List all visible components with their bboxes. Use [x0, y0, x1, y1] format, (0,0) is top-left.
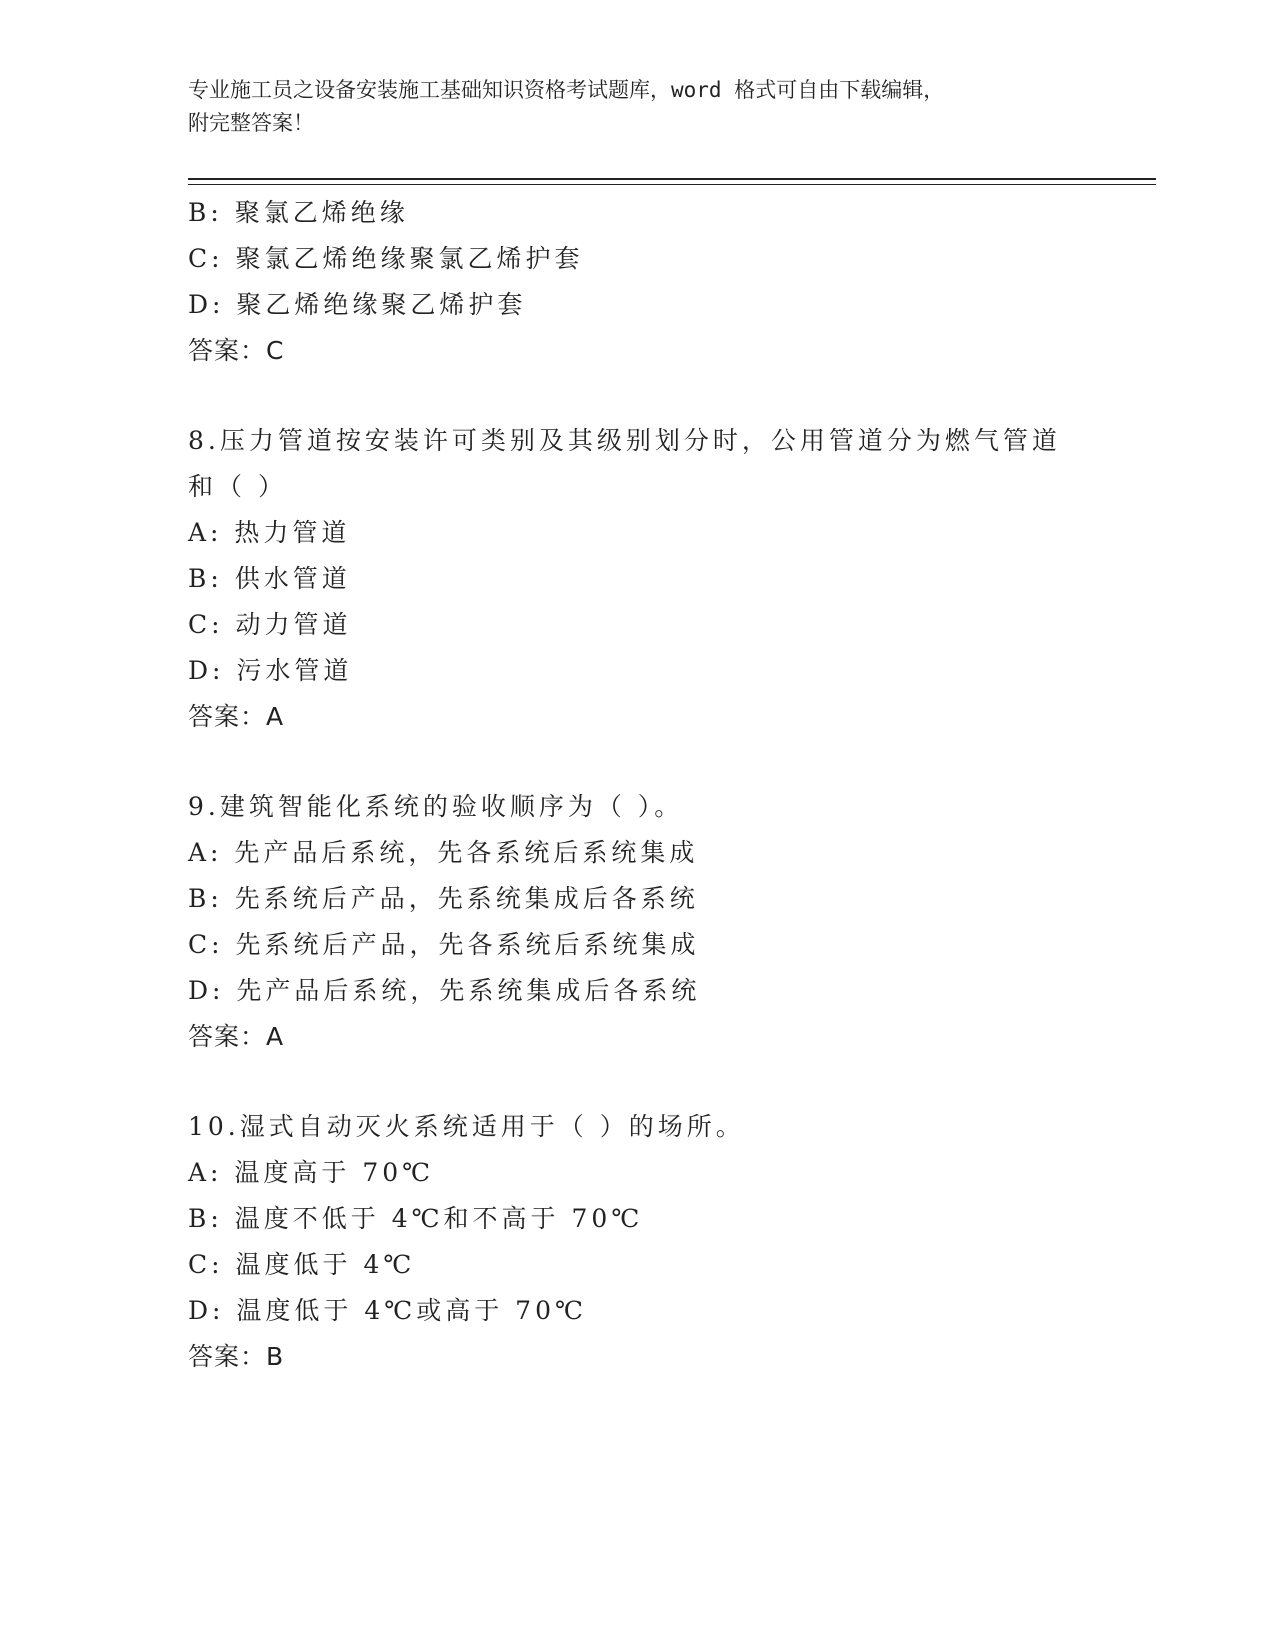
question-7-continuation — [188, 190, 1156, 374]
answer: 答案：A — [188, 702, 285, 731]
option-b: B: 供水管道 — [188, 564, 351, 593]
document-header — [188, 74, 1108, 140]
option-b: B: 聚氯乙烯绝缘 — [188, 198, 409, 227]
header-divider-thin — [188, 184, 1156, 185]
header-line-2: 附完整答案！ — [188, 111, 314, 135]
question-stem: 9.建筑智能化系统的验收顺序为（ ）。 — [188, 792, 684, 821]
option-b: B: 温度不低于 4℃和不高于 70℃ — [188, 1204, 644, 1233]
answer: 答案：A — [188, 1022, 285, 1051]
answer: 答案：C — [188, 336, 285, 365]
question-stem: 8.压力管道按安装许可类别及其级别划分时，公用管道分为燃气管道 — [188, 426, 1061, 455]
header-line-1: 专业施工员之设备安装施工基础知识资格考试题库，word 格式可自由下载编辑， — [188, 78, 945, 102]
question-stem: 10.湿式自动灭火系统适用于（ ）的场所。 — [188, 1112, 745, 1141]
option-d: D: 聚乙烯绝缘聚乙烯护套 — [188, 290, 527, 319]
question-8 — [188, 418, 1156, 740]
option-a: A: 温度高于 70℃ — [188, 1158, 435, 1187]
option-a: A: 先产品后系统，先各系统后系统集成 — [188, 838, 699, 867]
option-c: C: 聚氯乙烯绝缘聚氯乙烯护套 — [188, 244, 584, 273]
question-9 — [188, 784, 1156, 1060]
header-divider — [188, 178, 1156, 180]
question-list — [188, 190, 1156, 1380]
option-d: D: 温度低于 4℃或高于 70℃ — [188, 1296, 587, 1325]
spacer — [188, 740, 1156, 784]
answer: 答案：B — [188, 1342, 285, 1371]
question-10 — [188, 1104, 1156, 1380]
option-a: A: 热力管道 — [188, 518, 351, 547]
option-c: C: 先系统后产品，先各系统后系统集成 — [188, 930, 700, 959]
spacer — [188, 1060, 1156, 1104]
question-stem-continued: 和（ ） — [188, 472, 287, 501]
option-c: C: 动力管道 — [188, 610, 352, 639]
option-c: C: 温度低于 4℃ — [188, 1250, 416, 1279]
spacer — [188, 374, 1156, 418]
option-d: D: 污水管道 — [188, 656, 353, 685]
option-b: B: 先系统后产品，先系统集成后各系统 — [188, 884, 699, 913]
option-d: D: 先产品后系统，先系统集成后各系统 — [188, 976, 701, 1005]
